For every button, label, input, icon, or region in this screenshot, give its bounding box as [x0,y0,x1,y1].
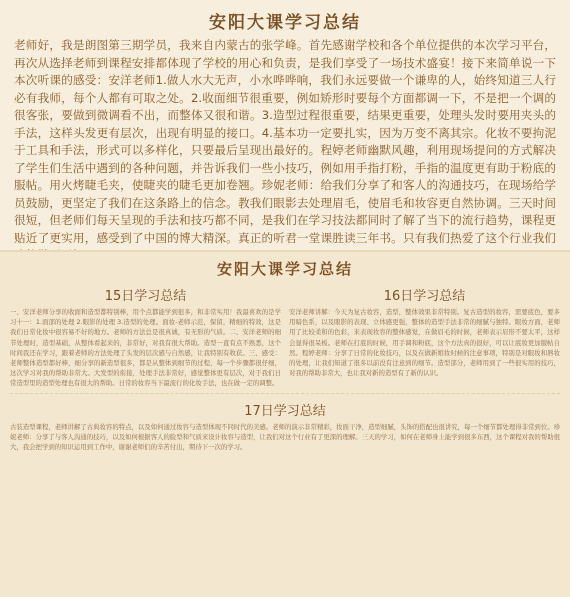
day16-section [289,285,560,389]
top-title: 安阳大课学习总结 [209,13,361,33]
day16-heading: 16日学习总结 [383,289,466,304]
bottom-title: 安阳大课学习总结 [216,260,353,278]
day15-heading: 15日学习总结 [104,289,187,304]
day17-section [10,400,560,453]
day17-text: 古装造型课程，老师讲解了古典妆容的特点，以及如何通过妆容与造型体现不同时代的美感。老师的演示非常精彩，妆面干净，造型细腻，头饰的搭配也很讲究，每一个细节都处理得非常到位。珍妮老师：分享了与客人沟通的技巧，以及如何根据客人的脸型和气质来设计妆容与造型，让我们对这个行业有了更深的理解。三天的学习，如何在老师身上能学到很多东西，这个课程对我的帮助很大，我会把学到的知识运用到工作中，谢谢老师们的辛苦付出，期待下一次的学习。 [10,422,560,452]
day17-heading: 17日学习总结 [244,403,326,419]
day15-section [10,285,281,389]
top-summary-text: 老师好，我是朗图第三期学员，我来自内蒙古的张学峰。首先感谢学校和各个单位提供的本次学习平台，再次从选择老师到课程安排都体现了学校的用心和负责，是我们享受了一场技术盛宴！接下来简单说一下本次听课的感受：安洋老师1.做人水大无声，小水哗哗响，我们永远要做一个谦卑的人，始终知道三人行必有我师，每个人都有可取之处。2.收面细节很重要，例如矫形时要每个方面都调一下，不是把一个调的很客张，要做到微调看不出，而整体又很和谐。3.造型过程很重要，结果更重要，处理头发时要用夹头的手法，这样头发更有层次，出现有明显的接口。4.基本功一定要扎实，因为万变不离其宗。化妆不要拘泥于工具和手法，形式可以多样化，只要最后呈现出最好的。程婷老师幽默风趣，利用现场提问的方式解决了学生们生活中遇到的各种问题，并告诉我们一些小技巧，例如用手指打粉，手指的温度更有助于粉底的服帖。用火烤睫毛夹，使睫夹的睫毛更加卷翘。珍妮老师：给我们分享了和客人的沟通技巧，在现场给学员鼓励，更坚定了我们在这条路上的信念。教我们眼影去处理眉毛，使眉毛和妆容更自然协调。三天时间很短，但老师们每天呈现的手法和技巧都不同，是我们在学习技法都同时了解了当下的流行趋势，课程更贴近了更实用，感受到了中国的博大精深。真正的听君一堂课胜读三年书。只有我们热爱了这个行业我们 [14,38,556,245]
day16-text: 安洋老师讲解：今天为复古妆容，造型，整体效果非常特别。复古造型的妆容，需要底色，要多用暗色系，以及眼影的表现、立体感更强，整体的造型手法非常的细腻与独特。眼妆方面，老师用了比较柔和的色彩，来表现妆容的整体感觉，在做眉毛的时候，老师表示眉形不要太平，这样会显得很呆板。老师在打底的时候，用手调和粉底，这个方法真的很好，可以让底妆更加服帖自然。程婷老师：分享了日常的化妆技巧，以及在做新娘妆时候的注意事项，特别是对眼妆和唇妆的处理，让我们知道了很多以前没有注意到的细节。造型部分，老师用到了一些很实用的技巧，对我的帮助非常大，也让我对新的造型有了新的认识。 [289,308,560,378]
day-columns [10,285,560,389]
top-summary-panel [0,0,570,250]
bottom-summary-panel [0,250,570,597]
section-divider [10,393,560,394]
day15-text: 一、安洋老师分享的收面和造型都特别棒，用个点都能学到很多，和非常实用！我最喜欢的是学习十一：1.面部的处理 2.眼影的处理 3.造型的处理。面妆-老师示范，保留，精细的特效，这是我们日常化妆中很容易不好的地方。老师的方法总是很真诚，有无形的气质。二、安洋老师的细节处理时，造型基础，从整体看起来的，非常好，对我有很大帮助。造型一直有点不熟悉，这个时间我还在学习，跟着老师的方法处理了头发的层次感与自然感，让我特别有收获。三、感受：老师整体造型都好棒，细分享的新造型很多，都是从整体到细节的过程，每一个步骤都很仔细，这次学习对我的帮助非常大。大发型的衔接，处理手法非常好，感觉整体更有层次，对于我们日常造型里的造型处理也有很大的帮助。日常的妆容当下最流行的化妆手法，也在做一定的调整。 [10,308,281,388]
